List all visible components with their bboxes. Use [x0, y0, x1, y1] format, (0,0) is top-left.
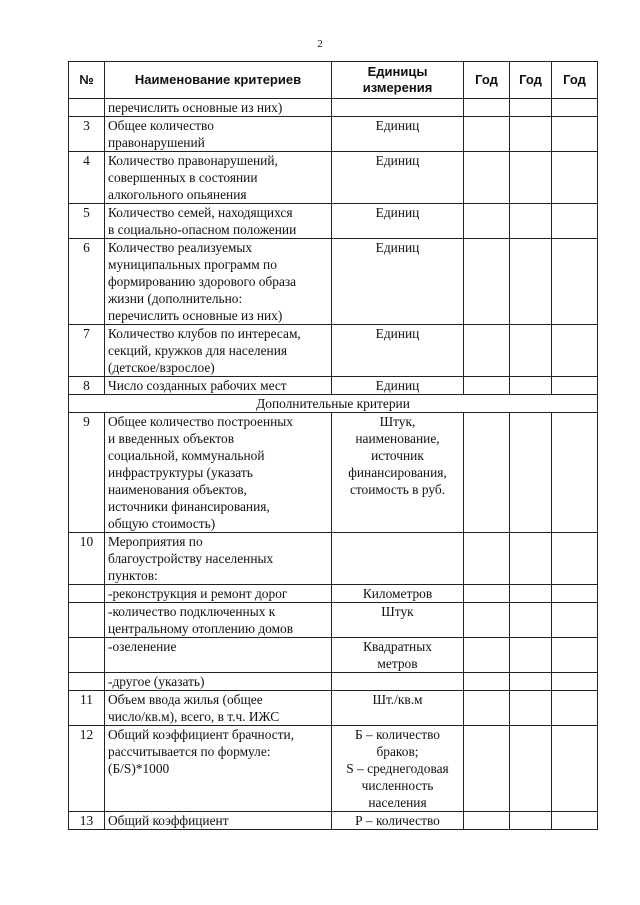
year-1-cell [464, 585, 510, 603]
criterion-name [105, 413, 332, 533]
criterion-name-line: Количество правонарушений, [108, 153, 278, 168]
year-1-cell [464, 204, 510, 239]
year-2-cell [510, 325, 552, 377]
year-3-cell [552, 691, 598, 726]
year-3-cell [552, 117, 598, 152]
year-1-cell [464, 377, 510, 395]
unit-of-measure [332, 204, 464, 239]
unit-line: браков; [376, 744, 419, 759]
section-heading: Дополнительные критерии [69, 395, 598, 413]
criterion-name-line: общую стоимость) [108, 516, 216, 531]
header-units-line1: Единицы [367, 64, 428, 79]
criterion-name-line: наименования объектов, [108, 482, 247, 497]
header-year-1: Год [464, 62, 510, 99]
year-1-cell [464, 533, 510, 585]
table-row [69, 726, 598, 812]
table-row [69, 603, 598, 638]
criterion-name [105, 638, 332, 673]
criterion-name [105, 377, 332, 395]
unit-of-measure [332, 325, 464, 377]
row-number [69, 585, 105, 603]
unit-of-measure [332, 673, 464, 691]
year-1-cell [464, 603, 510, 638]
row-number: 3 [69, 117, 105, 152]
criterion-name-line: совершенных в состоянии [108, 170, 258, 185]
year-2-cell [510, 603, 552, 638]
year-1-cell [464, 117, 510, 152]
year-3-cell [552, 603, 598, 638]
year-2-cell [510, 377, 552, 395]
year-1-cell [464, 638, 510, 673]
unit-line: источник [371, 448, 424, 463]
year-3-cell [552, 204, 598, 239]
year-2-cell [510, 413, 552, 533]
criterion-name-line: Общий коэффициент [108, 813, 229, 828]
criterion-name [105, 117, 332, 152]
criterion-name-line: формированию здорового образа [108, 274, 297, 289]
criterion-name-line: (детское/взрослое) [108, 360, 215, 375]
year-3-cell [552, 377, 598, 395]
year-3-cell [552, 413, 598, 533]
header-criteria-name: Наименование критериев [105, 62, 332, 99]
table-row [69, 413, 598, 533]
unit-line: S – среднегодовая [346, 761, 449, 776]
table-row [69, 533, 598, 585]
year-2-cell [510, 812, 552, 830]
year-2-cell [510, 533, 552, 585]
row-number [69, 99, 105, 117]
row-number: 5 [69, 204, 105, 239]
unit-line: численность [361, 778, 434, 793]
row-number: 4 [69, 152, 105, 204]
year-3-cell [552, 152, 598, 204]
year-1-cell [464, 325, 510, 377]
table-row [69, 325, 598, 377]
criterion-name-line: Мероприятия по [108, 534, 203, 549]
criterion-name-line: правонарушений [108, 135, 205, 150]
year-3-cell [552, 239, 598, 325]
criterion-name-line: Число созданных рабочих мест [108, 378, 287, 393]
table-row [69, 99, 598, 117]
row-number: 7 [69, 325, 105, 377]
criterion-name-line: центральному отоплению домов [108, 621, 294, 636]
row-number: 11 [69, 691, 105, 726]
year-2-cell [510, 117, 552, 152]
criterion-name-line: Объем ввода жилья (общее [108, 692, 263, 707]
page-number: 2 [317, 38, 323, 50]
year-3-cell [552, 585, 598, 603]
unit-line: Штук, [379, 414, 416, 429]
criterion-name-line: пунктов: [108, 568, 158, 583]
row-number: 13 [69, 812, 105, 830]
unit-of-measure [332, 812, 464, 830]
unit-of-measure [332, 117, 464, 152]
unit-line: Штук [381, 604, 414, 619]
unit-of-measure [332, 413, 464, 533]
criterion-name-line: число/кв.м), всего, в т.ч. ИЖС [108, 709, 280, 724]
criterion-name-line: в социально-опасном положении [108, 222, 297, 237]
criterion-name [105, 152, 332, 204]
table-row [69, 117, 598, 152]
table-row [69, 204, 598, 239]
row-number [69, 673, 105, 691]
criterion-name-line: Количество клубов по интересам, [108, 326, 301, 341]
unit-line: Единиц [375, 205, 420, 220]
header-units [332, 62, 464, 99]
header-units-line2: измерения [362, 80, 433, 95]
criterion-name-line: Общее количество построенных [108, 414, 293, 429]
unit-line: Шт./кв.м [372, 692, 423, 707]
year-3-cell [552, 726, 598, 812]
table-row [69, 673, 598, 691]
table-row [69, 638, 598, 673]
row-number [69, 638, 105, 673]
criterion-name [105, 533, 332, 585]
unit-of-measure [332, 638, 464, 673]
unit-of-measure [332, 691, 464, 726]
criterion-name [105, 99, 332, 117]
criterion-name-line: перечислить основные из них) [108, 308, 283, 323]
year-2-cell [510, 152, 552, 204]
year-2-cell [510, 638, 552, 673]
unit-line: Километров [362, 586, 433, 601]
criterion-name-line: социальной, коммунальной [108, 448, 265, 463]
criterion-name-line: -реконструкция и ремонт дорог [108, 586, 288, 601]
row-number: 8 [69, 377, 105, 395]
year-1-cell [464, 726, 510, 812]
year-2-cell [510, 239, 552, 325]
unit-of-measure [332, 726, 464, 812]
criterion-name-line: и введенных объектов [108, 431, 235, 446]
row-number: 9 [69, 413, 105, 533]
table-row [69, 585, 598, 603]
header-year-3: Год [552, 62, 598, 99]
year-3-cell [552, 325, 598, 377]
criterion-name [105, 691, 332, 726]
unit-line: метров [377, 656, 418, 671]
unit-line: финансирования, [348, 465, 447, 480]
header-number: № [69, 62, 105, 99]
unit-of-measure [332, 377, 464, 395]
unit-line: Единиц [375, 378, 420, 393]
criterion-name-line: алкогольного опьянения [108, 187, 247, 202]
year-2-cell [510, 673, 552, 691]
table-body [69, 99, 598, 830]
year-1-cell [464, 691, 510, 726]
criterion-name-line: перечислить основные из них) [108, 100, 283, 115]
unit-of-measure [332, 239, 464, 325]
criterion-name-line: -другое (указать) [108, 674, 205, 689]
criteria-table [68, 61, 598, 830]
unit-line: Единиц [375, 326, 420, 341]
criterion-name [105, 603, 332, 638]
table-header-row [69, 62, 598, 99]
criterion-name-line: (Б/S)*1000 [108, 761, 170, 776]
criterion-name [105, 325, 332, 377]
unit-of-measure [332, 603, 464, 638]
table-row [69, 812, 598, 830]
row-number: 10 [69, 533, 105, 585]
year-1-cell [464, 673, 510, 691]
row-number: 12 [69, 726, 105, 812]
unit-line: Квадратных [363, 639, 432, 654]
criterion-name [105, 239, 332, 325]
unit-line: населения [368, 795, 427, 810]
year-3-cell [552, 673, 598, 691]
criterion-name-line: инфраструктуры (указать [108, 465, 253, 480]
unit-line: стоимость в руб. [349, 482, 446, 497]
criterion-name-line: -озеленение [108, 639, 177, 654]
unit-of-measure [332, 99, 464, 117]
criterion-name-line: Общий коэффициент брачности, [108, 727, 295, 742]
year-1-cell [464, 152, 510, 204]
table-row [69, 691, 598, 726]
unit-of-measure [332, 533, 464, 585]
unit-line: наименование, [355, 431, 440, 446]
criterion-name [105, 585, 332, 603]
unit-line: Единиц [375, 240, 420, 255]
row-number [69, 603, 105, 638]
criterion-name [105, 726, 332, 812]
criterion-name-line: рассчитывается по формуле: [108, 744, 271, 759]
year-2-cell [510, 691, 552, 726]
year-2-cell [510, 726, 552, 812]
criterion-name-line: источники финансирования, [108, 499, 270, 514]
year-3-cell [552, 812, 598, 830]
criterion-name-line: благоустройству населенных [108, 551, 274, 566]
table-row [69, 152, 598, 204]
criterion-name-line: муниципальных программ по [108, 257, 277, 272]
criterion-name-line: секций, кружков для населения [108, 343, 288, 358]
unit-line: Единиц [375, 153, 420, 168]
year-1-cell [464, 812, 510, 830]
criterion-name-line: Количество семей, находящихся [108, 205, 293, 220]
criterion-name-line: -количество подключенных к [108, 604, 276, 619]
unit-of-measure [332, 585, 464, 603]
year-1-cell [464, 99, 510, 117]
unit-line: Р – количество [355, 813, 440, 828]
year-3-cell [552, 638, 598, 673]
criterion-name-line: Общее количество [108, 118, 214, 133]
year-1-cell [464, 239, 510, 325]
table-row [69, 377, 598, 395]
year-2-cell [510, 99, 552, 117]
table-row [69, 395, 598, 413]
unit-line: Единиц [375, 118, 420, 133]
year-2-cell [510, 204, 552, 239]
criterion-name [105, 204, 332, 239]
year-1-cell [464, 413, 510, 533]
year-3-cell [552, 533, 598, 585]
row-number: 6 [69, 239, 105, 325]
year-2-cell [510, 585, 552, 603]
unit-of-measure [332, 152, 464, 204]
table-row [69, 239, 598, 325]
criterion-name-line: жизни (дополнительно: [108, 291, 243, 306]
criterion-name-line: Количество реализуемых [108, 240, 253, 255]
year-3-cell [552, 99, 598, 117]
header-year-2: Год [510, 62, 552, 99]
criterion-name [105, 673, 332, 691]
unit-line: Б – количество [354, 727, 440, 742]
criterion-name [105, 812, 332, 830]
